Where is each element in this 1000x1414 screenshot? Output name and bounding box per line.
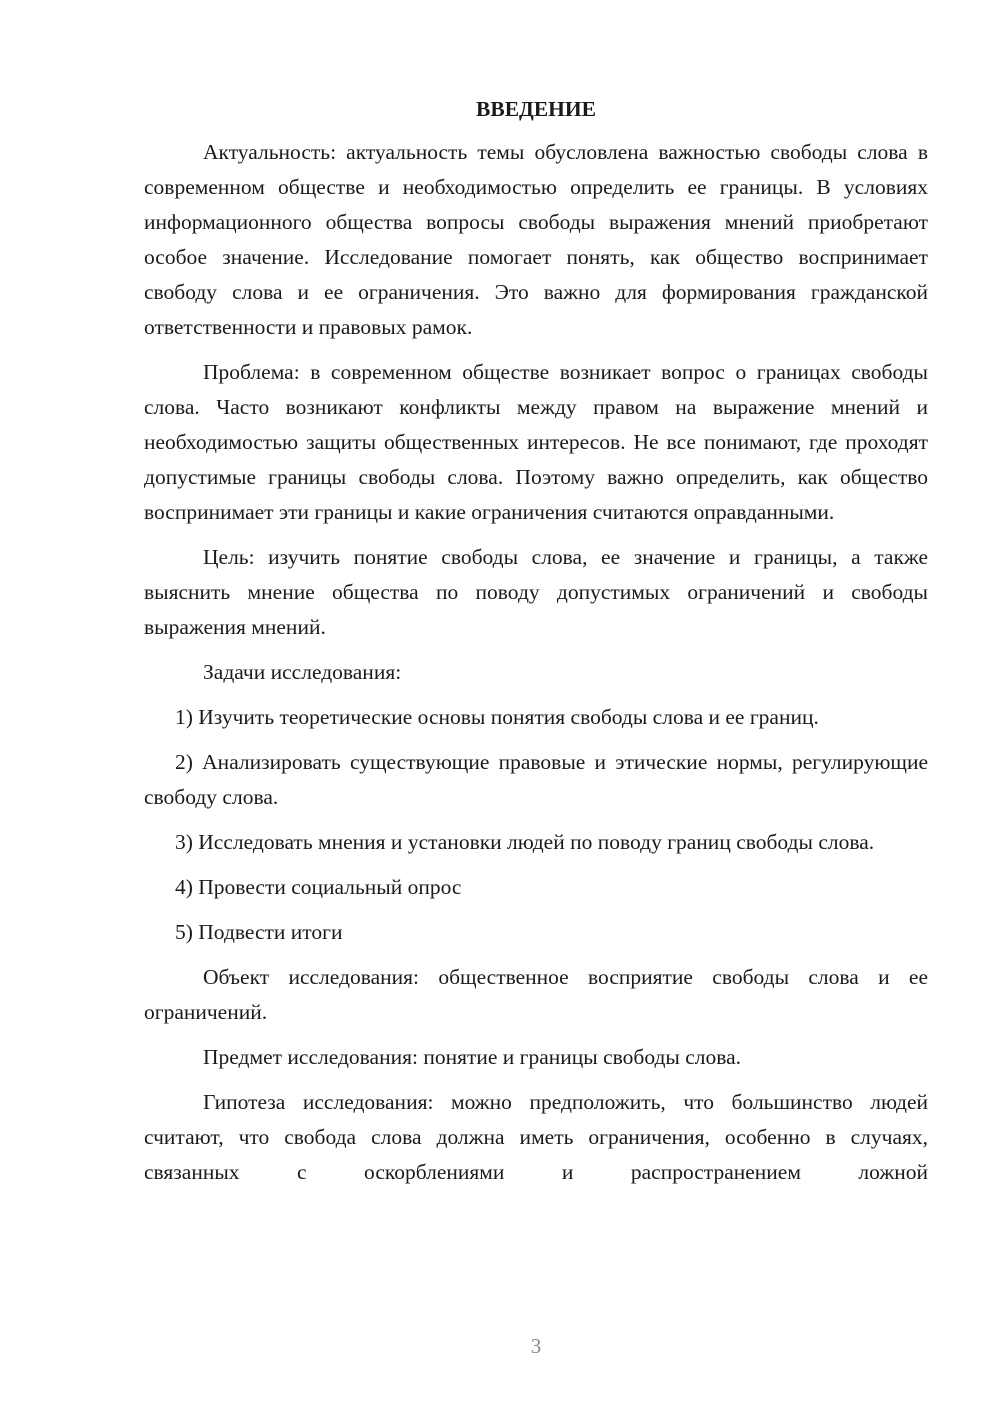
section-title: ВВЕДЕНИЕ (476, 97, 596, 121)
subject-paragraph: Предмет исследования: понятие и границы свободы слова. (203, 1045, 742, 1069)
document-page (144, 92, 928, 1190)
relevance-paragraph: Актуальность: актуальность темы обусловлена важностью свободы слова в современном обществе и необходимостью определить ее границы. В условиях информационного общества вопросы свободы выражения мнений приобретают особое значение. Исследование помогает понять, как общество воспринимает свободу слова и ее ограничения. Это важно для формирования гражданской ответственности и правовых рамок. (144, 140, 928, 339)
page-number: 3 (530, 1334, 542, 1358)
goal-paragraph: Цель: изучить понятие свободы слова, ее значение и границы, а также выяснить мнение общества по поводу допустимых ограничений и свободы выражения мнений. (144, 545, 928, 639)
object-paragraph: Объект исследования: общественное восприятие свободы слова и ее ограничений. (144, 965, 928, 1024)
task-item-5: 5) Подвести итоги (175, 920, 343, 944)
task-item-2: 2) Анализировать существующие правовые и этические нормы, регулирующие свободу слова. (144, 750, 928, 809)
tasks-heading: Задачи исследования: (203, 660, 402, 684)
hypothesis-paragraph: Гипотеза исследования: можно предположить, что большинство людей считают, что свобода слова должна иметь ограничения, особенно в случаях, связанных с оскорблениями и распространением ложной (144, 1090, 928, 1184)
task-item-4: 4) Провести социальный опрос (175, 875, 462, 899)
task-item-1: 1) Изучить теоретические основы понятия свободы слова и ее границ. (175, 705, 819, 729)
task-item-3: 3) Исследовать мнения и установки людей по поводу границ свободы слова. (175, 830, 875, 854)
problem-paragraph: Проблема: в современном обществе возникает вопрос о границах свободы слова. Часто возникают конфликты между правом на выражение мнений и необходимостью защиты общественных интересов. Не все понимают, где проходят допустимые границы свободы слова. Поэтому важно определить, как общество воспринимает эти границы и какие ограничения считаются оправданными. (144, 360, 928, 524)
